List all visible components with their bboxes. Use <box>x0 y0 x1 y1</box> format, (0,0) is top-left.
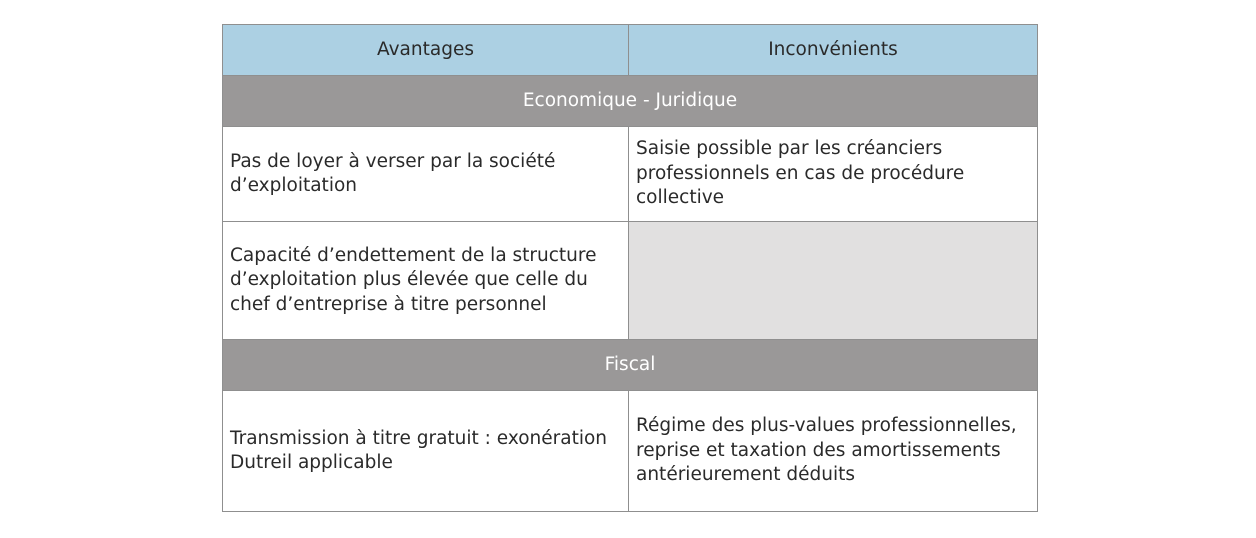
inconvenient-cell: Saisie possible par les créanciers professionnels en cas de procédure collective <box>629 127 1038 222</box>
section-title: Economique - Juridique <box>223 76 1038 127</box>
avantage-cell: Pas de loyer à verser par la société d’exploitation <box>223 127 629 222</box>
table-row <box>223 222 1038 340</box>
header-inconvenients: Inconvénients <box>629 25 1038 76</box>
table-row <box>223 391 1038 512</box>
section-title: Fiscal <box>223 340 1038 391</box>
avantage-cell: Capacité d’endettement de la structure d’exploitation plus élevée que celle du chef d’entreprise à titre personnel <box>223 222 629 340</box>
empty-inconvenient-cell <box>629 222 1038 340</box>
section-row-fiscal <box>223 340 1038 391</box>
comparison-table <box>222 24 1038 512</box>
header-avantages: Avantages <box>223 25 629 76</box>
table-row <box>223 127 1038 222</box>
inconvenient-cell: Régime des plus-values professionnelles, reprise et taxation des amortissements antérieurement déduits <box>629 391 1038 512</box>
header-row <box>223 25 1038 76</box>
avantage-cell: Transmission à titre gratuit : exonération Dutreil applicable <box>223 391 629 512</box>
section-row-economique-juridique <box>223 76 1038 127</box>
